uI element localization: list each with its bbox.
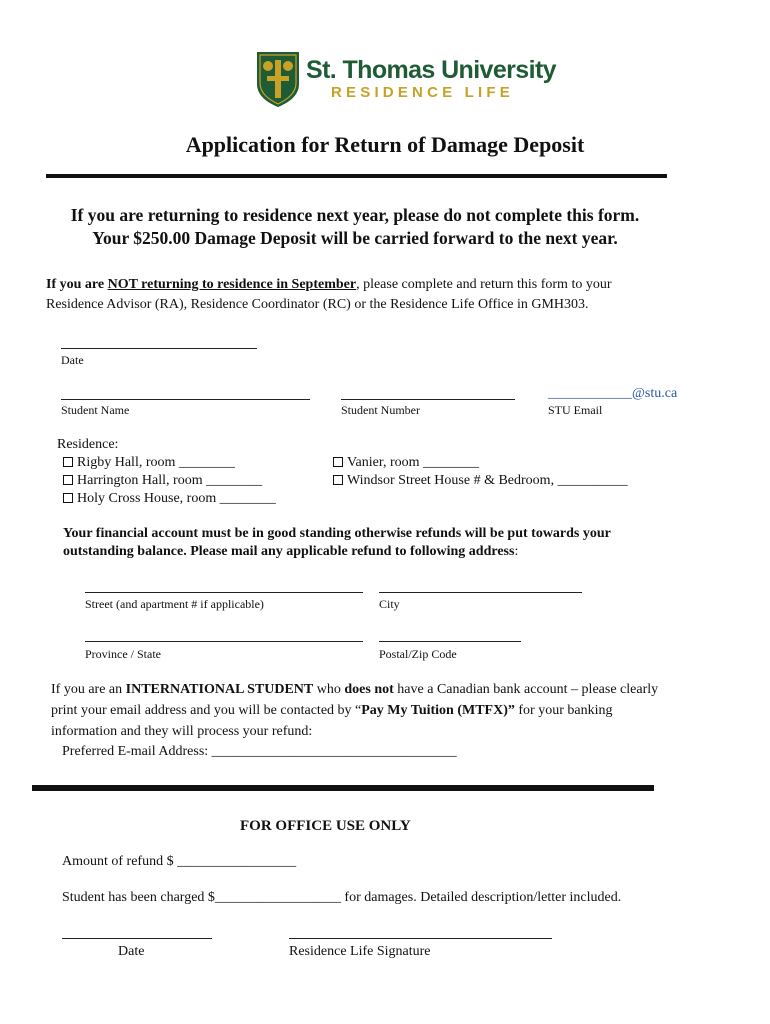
- title-divider: [46, 174, 667, 178]
- residence-option-windsor[interactable]: Windsor Street House # & Bedroom, __________: [333, 471, 628, 491]
- instructions-emphasis: NOT returning to residence in September: [107, 277, 357, 292]
- street-label: Street (and apartment # if applicable): [85, 597, 264, 611]
- international-line-3: information and they will process your refund:: [51, 724, 313, 739]
- amount-of-refund[interactable]: Amount of refund $ _________________: [62, 854, 297, 869]
- office-heading: FOR OFFICE USE ONLY: [240, 818, 411, 834]
- checkbox-icon[interactable]: [333, 457, 343, 467]
- stu-email-label: STU Email: [548, 403, 603, 417]
- warning-line-2: Your $250.00 Damage Deposit will be carried forward to the next year.: [92, 228, 618, 248]
- financial-line-2: outstanding balance. Please mail any applicable refund to following address:: [63, 544, 519, 559]
- postal-label: Postal/Zip Code: [379, 647, 457, 661]
- office-divider: [32, 785, 654, 791]
- instructions-line-1: [46, 275, 612, 295]
- student-name-field[interactable]: [61, 399, 310, 400]
- financial-line-1: Your financial account must be in good standing otherwise refunds will be put towards your: [63, 526, 611, 541]
- instructions-prefix: If you are: [46, 277, 108, 292]
- preferred-email-field[interactable]: Preferred E-mail Address: ___________________________________: [62, 744, 457, 759]
- residence-label: Residence:: [57, 437, 119, 452]
- checkbox-icon[interactable]: [63, 457, 73, 467]
- residence-option-holy-cross[interactable]: Holy Cross House, room ________: [63, 489, 276, 509]
- student-name-label: Student Name: [61, 403, 130, 417]
- brand-name: St. Thomas University: [306, 56, 556, 84]
- university-logo: [255, 50, 556, 110]
- page-title: Application for Return of Damage Deposit: [185, 132, 585, 157]
- checkbox-icon[interactable]: [63, 493, 73, 503]
- street-field[interactable]: [85, 592, 363, 593]
- international-line-2: print your email address and you will be contacted by “Pay My Tuition (MTFX)” for your banking: [51, 703, 613, 718]
- student-number-field[interactable]: [341, 399, 515, 400]
- residence-option-rigby[interactable]: Rigby Hall, room ________: [63, 453, 235, 473]
- postal-field[interactable]: [379, 641, 521, 642]
- residence-option-harrington[interactable]: Harrington Hall, room ________: [63, 471, 262, 491]
- province-field[interactable]: [85, 641, 363, 642]
- student-charged[interactable]: Student has been charged $__________________ for damages. Detailed description/letter included.: [62, 890, 622, 905]
- international-line-1: If you are an INTERNATIONAL STUDENT who does not have a Canadian bank account – please clearly: [51, 682, 659, 697]
- signature-label: Residence Life Signature: [289, 944, 431, 959]
- residence-option-vanier[interactable]: Vanier, room ________: [333, 453, 479, 473]
- city-label: City: [379, 597, 400, 611]
- office-date-label: Date: [118, 944, 145, 959]
- city-field[interactable]: [379, 592, 582, 593]
- instructions-suffix: , please complete and return this form to your: [356, 277, 612, 292]
- date-field[interactable]: [61, 348, 257, 349]
- signature-field[interactable]: [289, 938, 552, 939]
- checkbox-icon[interactable]: [333, 475, 343, 485]
- warning-line-1: If you are returning to residence next year, please do not complete this form.: [70, 205, 640, 225]
- date-label: Date: [61, 353, 84, 367]
- office-date-field[interactable]: [62, 938, 212, 939]
- stu-email-field[interactable]: ____________@stu.ca: [548, 386, 678, 401]
- province-label: Province / State: [85, 647, 161, 661]
- brand-subtitle: RESIDENCE LIFE: [331, 84, 514, 101]
- checkbox-icon[interactable]: [63, 475, 73, 485]
- instructions-line-2: Residence Advisor (RA), Residence Coordinator (RC) or the Residence Life Office in GMH303.: [46, 297, 589, 312]
- crest-icon: [255, 50, 301, 108]
- student-number-label: Student Number: [341, 403, 420, 417]
